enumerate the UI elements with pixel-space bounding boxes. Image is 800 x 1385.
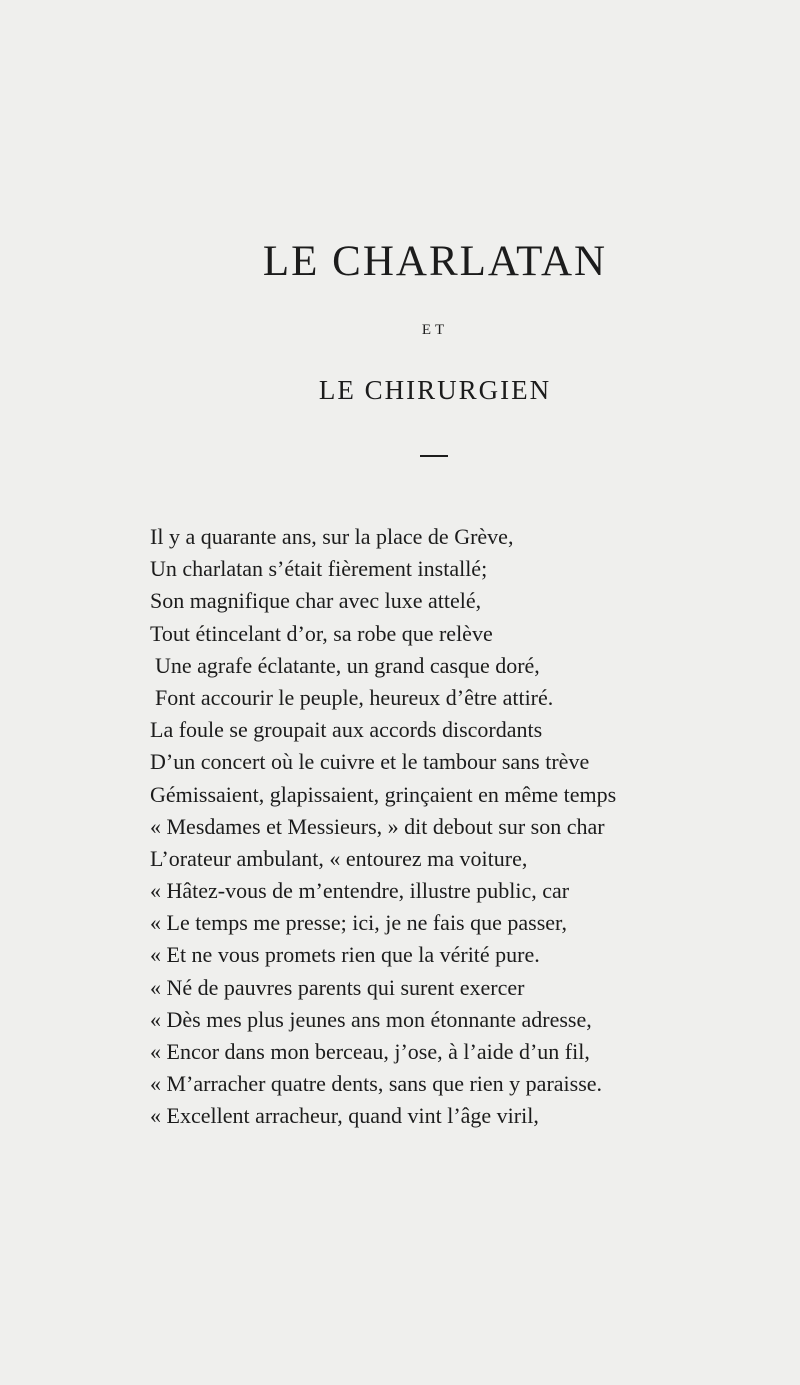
verse-line: Son magnifique char avec luxe attelé, <box>150 588 482 614</box>
verse-line: « Hâtez-vous de m’entendre, illustre public, car <box>150 878 570 904</box>
poem-title: LE CHARLATAN <box>262 238 608 285</box>
verse-line: « Dès mes plus jeunes ans mon étonnante adresse, <box>150 1006 592 1032</box>
verse-line: Tout étincelant d’or, sa robe que relève <box>150 620 493 646</box>
verse-line: L’orateur ambulant, « entourez ma voiture, <box>150 845 528 871</box>
verse-line: Une agrafe éclatante, un grand casque doré, <box>155 652 540 678</box>
verse-line: « Excellent arracheur, quand vint l’âge viril, <box>150 1103 539 1129</box>
verse-line: Gémissaient, glapissaient, grinçaient en même temps <box>150 781 617 807</box>
title-conjunction: ET <box>421 322 449 338</box>
poem-subtitle: LE CHIRURGIEN <box>318 375 552 405</box>
verse-line: « M’arracher quatre dents, sans que rien y paraisse. <box>150 1071 603 1097</box>
verse-line: Il y a quarante ans, sur la place de Grève, <box>150 524 514 549</box>
title-separator-rule <box>420 455 448 457</box>
verse-line: La foule se groupait aux accords discordants <box>150 717 543 743</box>
poem-text <box>150 521 710 1133</box>
verse-line: « Mesdames et Messieurs, » dit debout sur son char <box>150 813 605 839</box>
verse-line: Un charlatan s’était fièrement installé; <box>150 556 488 582</box>
verse-line: « Et ne vous promets rien que la vérité pure. <box>150 942 540 968</box>
verse-line: Font accourir le peuple, heureux d’être attiré. <box>155 684 554 710</box>
verse-line: « Encor dans mon berceau, j’ose, à l’aide d’un fil, <box>150 1039 590 1064</box>
verse-line: D’un concert où le cuivre et le tambour sans trève <box>150 749 590 775</box>
verse-line: « Le temps me presse; ici, je ne fais que passer, <box>150 910 567 936</box>
verse-line: « Né de pauvres parents qui surent exercer <box>150 974 525 1000</box>
